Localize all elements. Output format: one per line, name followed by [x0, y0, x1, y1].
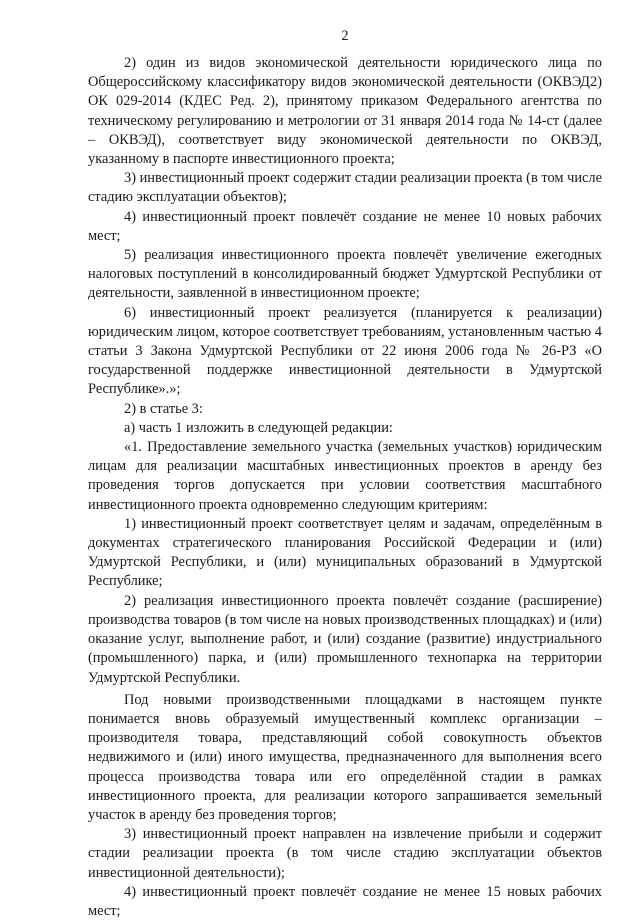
paragraph-definition: Под новыми производственными площадками в настоящем пункте понимается вновь образуемый имущественный комплекс организации – производителя товара, представляющий собой совокупность объектов недвижимого и (или) иного имущества, предназначенного для выполнения всего процесса производства товара или его определённой стадии в рамках инвестиционного проекта, для реализации которого запрашивается земельный участок в аренду без проведения торгов; [88, 691, 602, 823]
paragraph-criterion-2: 2) реализация инвестиционного проекта повлечёт создание (расширение) производства товаров (в том числе на новых производственных площадках) и (или) оказание услуг, выполнение работ, и (или) создание (развитие) индустриального (промышленного) парка, и (или) промышленного технопарка на территории Удмуртской Республики. [88, 592, 602, 686]
paragraph-item-3: 3) инвестиционный проект содержит стадии реализации проекта (в том числе стадию эксплуатации объектов); [88, 170, 602, 206]
paragraph-article-3: 2) в статье 3: [124, 400, 203, 417]
page-number: 2 [341, 28, 349, 44]
paragraph-item-6: 6) инвестиционный проект реализуется (планируется к реализации) юридическим лицом, которое соответствует требованиям, установленным частью 4 статьи 3 Закона Удмуртской Республики от 22 июня 2006 года № 26-РЗ «О государственной поддержке инвестиционной деятельности в Удмуртской Республике».»; [88, 304, 602, 398]
paragraph-criterion-3: 3) инвестиционный проект направлен на извлечение прибыли и содержит стадии реализации проекта (в том числе стадию эксплуатации объектов инвестиционной деятельности); [88, 826, 602, 881]
document-page [88, 24, 602, 921]
paragraph-criterion-1: 1) инвестиционный проект соответствует целям и задачам, определённым в документах стратегического планирования Российской Федерации и (или) Удмуртской Республики, и (или) муниципальных образований в Удмуртской Республике; [88, 515, 602, 590]
paragraph-part-1-intro: а) часть 1 изложить в следующей редакции: [124, 419, 393, 436]
paragraph-item-4: 4) инвестиционный проект повлечёт создание не менее 10 новых рабочих мест; [88, 208, 602, 244]
paragraph-criterion-4: 4) инвестиционный проект повлечёт создание не менее 15 новых рабочих мест; [88, 883, 602, 919]
paragraph-item-5: 5) реализация инвестиционного проекта повлечёт увеличение ежегодных налоговых поступлений в консолидированный бюджет Удмуртской Республики от деятельности, заявленной в инвестиционном проекте; [88, 247, 602, 302]
paragraph-item-2: 2) один из видов экономической деятельности юридического лица по Общероссийскому классификатору видов экономической деятельности (ОКВЭД2) ОК 029-2014 (КДЕС Ред. 2), принятому приказом Федерального агентства по техническому регулированию и метрологии от 31 января 2014 года № 14-ст (далее – ОКВЭД), соответствует виду экономической деятельности по ОКВЭД, указанному в паспорте инвестиционного проекта; [88, 55, 602, 168]
paragraph-part-1-text: «1. Предоставление земельного участка (земельных участков) юридическим лицам для реализации масштабных инвестиционных проектов в аренду без проведения торгов допускается при условии соответствия масштабного инвестиционного проекта одновременно следующим критериям: [88, 439, 602, 513]
